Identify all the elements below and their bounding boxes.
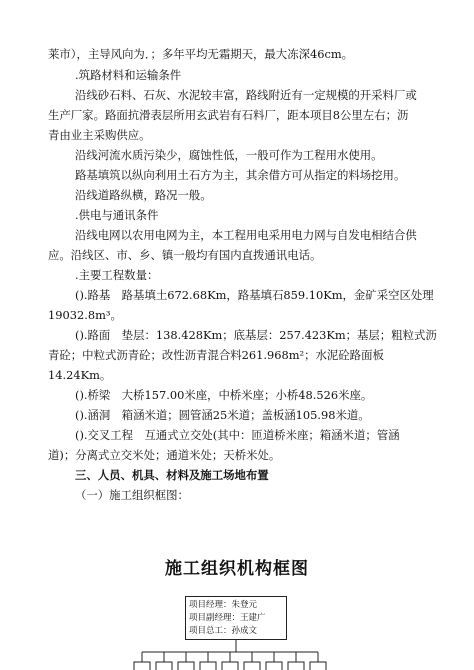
project-manager: 项目经理：朱登元 (189, 600, 258, 610)
text-line-20: ().交叉工程 互通式立交处(其中：匝道桥米座；箱涵米道；管涵 (75, 428, 400, 442)
text-line-21: 道)；分离式立交米处；通道米处；天桥米处。 (48, 448, 281, 462)
text-line-17: 14.24Km。 (48, 368, 112, 382)
text-line-3: 沿线砂石料、石灰、水泥较丰富，路线附近有一定规模的开采料厂或 (75, 88, 417, 102)
text-line-10: 沿线电网以农用电网为主，本工程用电采用电力网与自发电相结合供 (75, 228, 417, 242)
text-line-5: 青由业主采购供应。 (48, 128, 151, 142)
text-line-16: 青砼；中粒式沥青砼；改性沥青混合料261.968m²；水泥砼路面板 (48, 348, 384, 362)
text-line-19: ().涵洞 箱涵米道；圆管涵25米道；盖板涵105.98米道。 (75, 408, 370, 422)
chief-engineer: 项目总工：孙成文 (189, 626, 258, 636)
subsection-heading-org-chart: （一）施工组织框图： (75, 488, 189, 502)
text-line-4: 生产厂家。路面抗滑表层所用玄武岩有石料厂，距本项目8公里左右；沥 (48, 108, 409, 122)
text-line-7: 路基填筑以纵向利用土石方为主，其余借方可从指定的料场挖用。 (75, 168, 406, 182)
section-heading-power: .供电与通讯条件 (75, 208, 159, 222)
text-line-11: 应。沿线区、市、乡、镇一般均有国内直拨通讯电话。 (48, 248, 322, 262)
text-line-1: 莱市），主导风向为．；多年平均无霜期天，最大冻深46cm。 (48, 47, 354, 61)
text-line-18: ().桥梁 大桥157.00米座，中桥米座；小桥48.526米座。 (75, 388, 373, 402)
section-heading-personnel: 三、人员、机具、材料及施工场地布置 (75, 468, 269, 482)
text-line-8: 沿线道路纵横，路况一般。 (75, 188, 212, 202)
section-heading-materials: .筑路材料和运输条件 (75, 68, 182, 82)
org-chart-title: 施工组织机构框图 (165, 559, 309, 579)
section-heading-quantities: .主要工程数量： (75, 268, 159, 282)
text-line-13: ().路基 路基填土672.68Km，路基填石859.10Km，金矿采空区处理 (75, 288, 434, 302)
text-line-15: ().路面 垫层：138.428Km；底基层：257.423Km；基层；粗粒式沥 (75, 328, 437, 342)
text-line-6: 沿线河流水质污染少，腐蚀性低，一般可作为工程用水使用。 (75, 148, 383, 162)
deputy-manager: 项目副经理：王建广 (189, 613, 266, 623)
text-line-14: 19032.8m³。 (48, 308, 122, 322)
